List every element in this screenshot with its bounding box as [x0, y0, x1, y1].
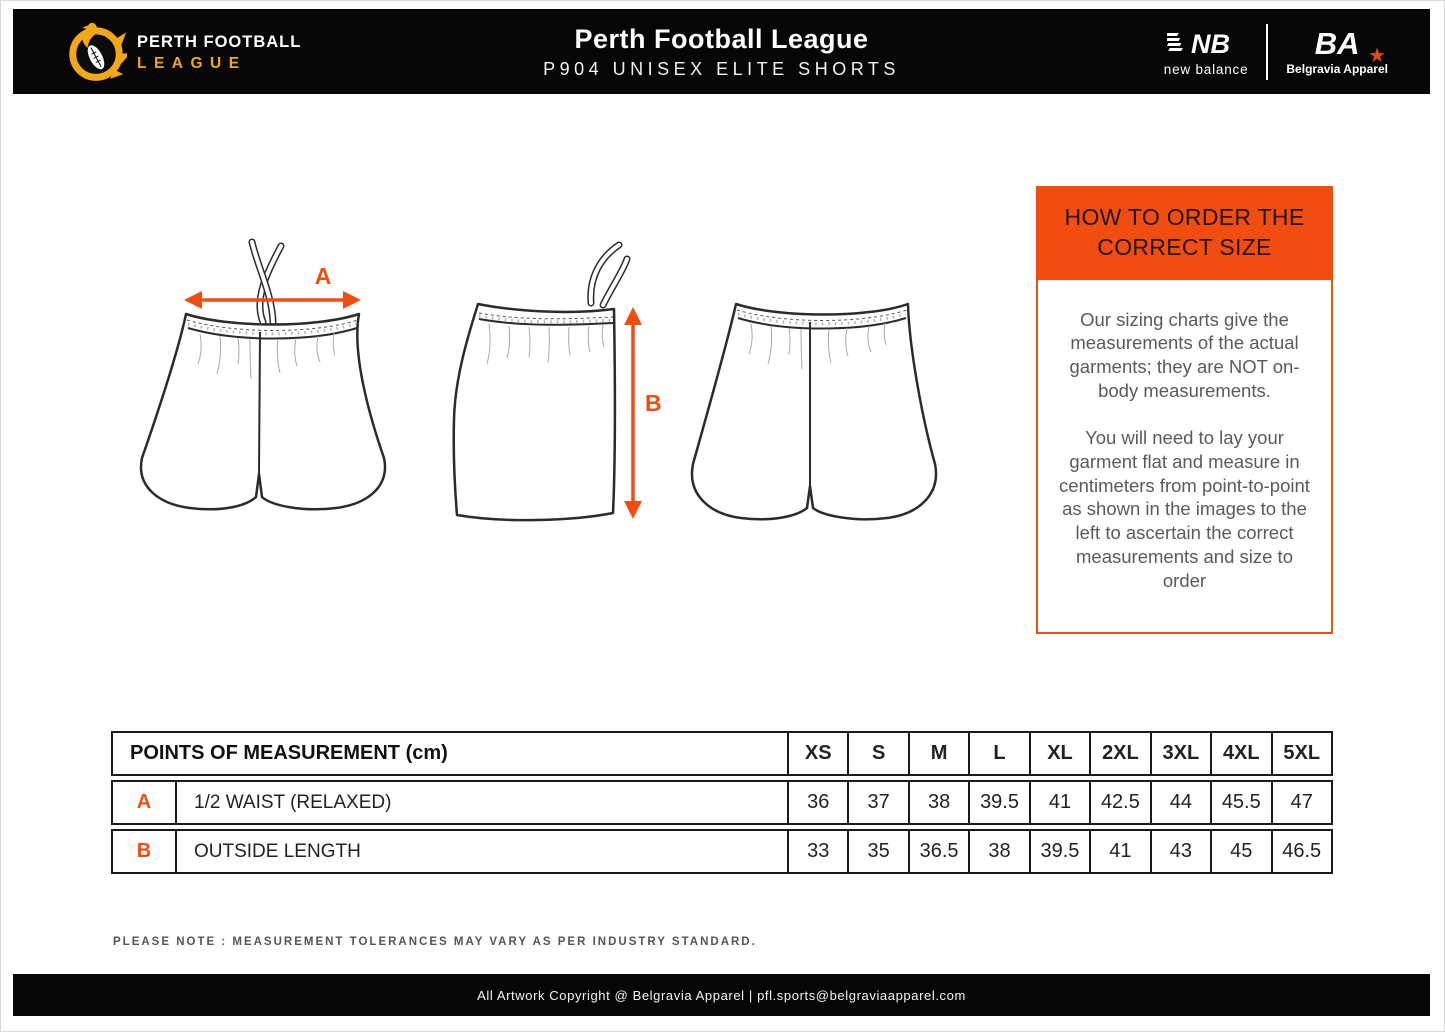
table-header-row	[111, 731, 1333, 776]
footer-bar	[13, 974, 1430, 1016]
pfl-logo-line1: PERTH FOOTBALL	[137, 33, 302, 52]
size-header-2xl: 2XL	[1089, 731, 1151, 776]
page-subtitle: P904 UNISEX ELITE SHORTS	[543, 58, 900, 79]
measurement-table	[111, 731, 1333, 874]
ba-star-icon: ★	[1368, 44, 1386, 67]
measure-label-a: A	[314, 263, 332, 289]
drawstring-lines	[252, 242, 281, 322]
copyright-text: All Artwork Copyright @ Belgravia Apparel | pfl.sports@belgraviaapparel.com	[477, 987, 966, 1003]
row-a-label: 1/2 WAIST (RELAXED)	[175, 780, 789, 825]
row-b-value-3xl: 43	[1150, 829, 1212, 874]
how-to-order-box	[1036, 186, 1333, 634]
row-a-value-m: 38	[908, 780, 970, 825]
row-a-value-4xl: 45.5	[1210, 780, 1272, 825]
size-header-l: L	[968, 731, 1030, 776]
document-title-block	[372, 24, 1072, 80]
how-to-order-body	[1036, 280, 1333, 634]
size-header-xs: XS	[787, 731, 849, 776]
brand-divider	[1266, 24, 1268, 80]
shorts-front-view-drawing	[126, 234, 402, 534]
table-row-a	[111, 780, 1333, 825]
table-header-title: POINTS OF MEASUREMENT (cm)	[111, 731, 789, 776]
page-title: Perth Football League	[574, 23, 869, 54]
row-a-value-2xl: 42.5	[1089, 780, 1151, 825]
row-a-value-s: 37	[847, 780, 909, 825]
how-to-order-para1: Our sizing charts give the measurements of the actual garments; they are NOT on-body measurements.	[1069, 308, 1300, 401]
row-b-value-2xl: 41	[1089, 829, 1151, 874]
row-b-value-4xl: 45	[1210, 829, 1272, 874]
row-b-value-xl: 39.5	[1029, 829, 1091, 874]
ba-label: Belgravia Apparel	[1286, 61, 1388, 76]
new-balance-label: new balance	[1163, 61, 1249, 77]
svg-text:NB: NB	[1191, 28, 1231, 59]
row-a-value-3xl: 44	[1150, 780, 1212, 825]
row-b-label: OUTSIDE LENGTH	[175, 829, 789, 874]
how-to-order-para2: You will need to lay your garment flat and measure in centimeters from point-to-point as shown in the images to the left to ascertain the correct measurements and size to order	[1059, 427, 1310, 591]
pfl-swan-icon	[65, 20, 127, 82]
drawstring-lines	[591, 245, 627, 305]
tolerance-note: PLEASE NOTE : MEASUREMENT TOLERANCES MAY VARY AS PER INDUSTRY STANDARD.	[113, 936, 757, 948]
size-header-xl: XL	[1029, 731, 1091, 776]
size-header-3xl: 3XL	[1150, 731, 1212, 776]
brand-logos	[1164, 9, 1388, 94]
measure-arrow-b	[624, 307, 662, 519]
row-a-value-xs: 36	[787, 780, 849, 825]
ba-initials: BA	[1314, 25, 1360, 61]
shorts-side-view-drawing	[443, 229, 665, 529]
pfl-logo-line2: LEAGUE	[137, 55, 247, 73]
new-balance-nb-icon	[1167, 27, 1245, 61]
how-to-order-title: HOW TO ORDER THE CORRECT SIZE	[1036, 186, 1333, 280]
header-bar	[13, 9, 1430, 94]
new-balance-logo	[1164, 27, 1249, 77]
size-header-4xl: 4XL	[1210, 731, 1272, 776]
size-header-m: M	[908, 731, 970, 776]
size-header-5xl: 5XL	[1271, 731, 1333, 776]
table-row-b	[111, 829, 1333, 874]
row-b-value-l: 38	[968, 829, 1030, 874]
pfl-logo-text	[137, 33, 301, 73]
row-a-value-l: 39.5	[968, 780, 1030, 825]
row-b-value-5xl: 46.5	[1271, 829, 1333, 874]
row-b-value-m: 36.5	[908, 829, 970, 874]
pfl-logo	[65, 20, 301, 82]
row-b-key: B	[111, 829, 177, 874]
measure-label-b: B	[645, 390, 662, 416]
size-header-s: S	[847, 731, 909, 776]
row-b-value-xs: 33	[787, 829, 849, 874]
belgravia-apparel-logo	[1286, 25, 1388, 76]
row-b-value-s: 35	[847, 829, 909, 874]
row-a-key: A	[111, 780, 177, 825]
row-a-value-xl: 41	[1029, 780, 1091, 825]
shorts-back-view-drawing	[679, 284, 967, 539]
row-a-value-5xl: 47	[1271, 780, 1333, 825]
